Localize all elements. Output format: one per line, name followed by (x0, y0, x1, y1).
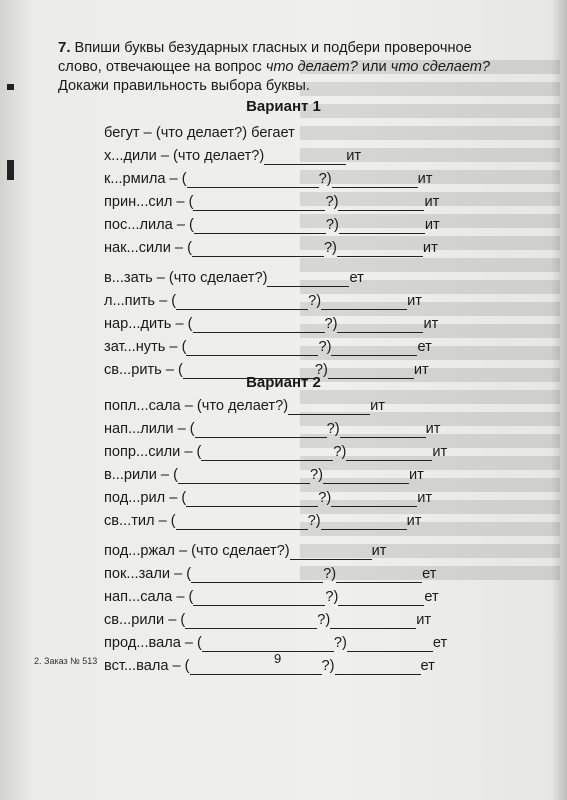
variant1-example: бегут – (что делает?) бегает (104, 125, 295, 141)
variant1-row (104, 170, 432, 188)
word-stem: под...рил – ( (104, 490, 187, 506)
answer-blank[interactable] (321, 295, 407, 310)
word-stem: л...пить – ( (104, 293, 177, 309)
question-blank[interactable] (192, 242, 324, 257)
variant2-row (104, 397, 385, 415)
answer-blank[interactable] (336, 568, 422, 583)
question-close: ?) (325, 217, 339, 233)
answer-blank[interactable] (338, 196, 424, 211)
task-number: 7. (58, 39, 71, 56)
verb-ending: ет (432, 635, 448, 651)
question-close: ?) (318, 171, 332, 187)
variant1-row (104, 216, 440, 234)
task-or: или (357, 59, 391, 75)
page-number: 9 (274, 651, 282, 666)
word-stem: в...зать – (что сделает?) (104, 270, 268, 286)
answer-blank[interactable] (346, 446, 432, 461)
answer-blank[interactable] (288, 400, 370, 415)
verb-ending: ит (423, 316, 439, 332)
answer-blank[interactable] (331, 492, 417, 507)
variant1-row (104, 338, 432, 356)
question-close: ?) (314, 362, 328, 378)
question-close: ?) (307, 513, 321, 529)
answer-blank[interactable] (330, 614, 416, 629)
answer-blank[interactable] (267, 272, 349, 287)
word-stem: нап...сала – ( (104, 589, 194, 605)
task-question-will: что сделает? (390, 59, 491, 75)
verb-ending: ит (371, 543, 387, 559)
word-stem: попр...сили – ( (104, 444, 202, 460)
binding-mark (7, 84, 14, 90)
variant2-row (104, 611, 431, 629)
verb-ending: ит (422, 240, 438, 256)
verb-ending: ит (416, 612, 432, 628)
answer-blank[interactable] (264, 150, 346, 165)
question-close: ?) (308, 293, 322, 309)
verb-ending: ит (413, 362, 429, 378)
question-blank[interactable] (202, 637, 334, 652)
verb-ending: ит (425, 421, 441, 437)
variant1-row (104, 193, 439, 211)
question-close: ?) (323, 240, 337, 256)
question-close: ?) (333, 635, 347, 651)
verb-ending: ет (424, 589, 439, 605)
question-blank[interactable] (193, 196, 325, 211)
task-instructions (58, 38, 518, 96)
word-stem: в...рили – ( (104, 467, 178, 483)
question-blank[interactable] (195, 423, 327, 438)
word-stem: св...тил – ( (104, 513, 176, 529)
question-close: ?) (325, 589, 339, 605)
word-stem: под...ржал – (что сделает?) (104, 543, 290, 559)
question-blank[interactable] (201, 446, 333, 461)
question-close: ?) (318, 339, 332, 355)
answer-blank[interactable] (331, 341, 417, 356)
question-close: ?) (325, 194, 339, 210)
variant2-row (104, 565, 436, 583)
question-blank[interactable] (186, 341, 318, 356)
question-blank[interactable] (186, 492, 318, 507)
question-blank[interactable] (185, 614, 317, 629)
variant2-title: Вариант 2 (246, 374, 321, 391)
verb-ending: ет (422, 566, 437, 582)
footer-order: 2. Заказ № 513 (34, 656, 98, 666)
question-blank[interactable] (190, 660, 322, 675)
variant1-row (104, 315, 438, 333)
question-close: ?) (323, 566, 337, 582)
variant2-row (104, 420, 441, 438)
verb-ending: ит (408, 467, 424, 483)
variant2-row (104, 542, 386, 560)
verb-ending: ит (424, 194, 440, 210)
word-stem: св...рили – ( (104, 612, 186, 628)
question-blank[interactable] (194, 219, 326, 234)
answer-blank[interactable] (290, 545, 372, 560)
variant2-row (104, 588, 439, 606)
question-close: ?) (324, 316, 338, 332)
answer-blank[interactable] (332, 173, 418, 188)
question-close: ?) (333, 444, 347, 460)
question-blank[interactable] (191, 568, 323, 583)
variant2-row (104, 466, 424, 484)
answer-blank[interactable] (335, 660, 421, 675)
task-question-makes: что делает? (265, 59, 358, 75)
word-stem: попл...сала – (что делает?) (104, 398, 289, 414)
answer-blank[interactable] (321, 515, 407, 530)
verb-ending: ит (417, 490, 433, 506)
task-text-2: Докажи правильность выбора буквы. (58, 78, 310, 94)
word-stem: нар...дить – ( (104, 316, 193, 332)
question-close: ?) (317, 612, 331, 628)
question-blank[interactable] (187, 173, 319, 188)
answer-blank[interactable] (340, 423, 426, 438)
variant1-row (104, 292, 422, 310)
answer-blank[interactable] (347, 637, 433, 652)
page-edge-shadow (551, 0, 567, 800)
question-close: ?) (318, 490, 332, 506)
variant1-row (104, 147, 361, 165)
verb-ending: ет (420, 658, 435, 674)
question-blank[interactable] (193, 591, 325, 606)
word-stem: прод...вала – ( (104, 635, 202, 651)
variant2-row (104, 512, 421, 530)
word-stem: нап...лили – ( (104, 421, 195, 437)
verb-ending: ит (370, 398, 385, 414)
variant1-row (104, 239, 438, 257)
question-close: ?) (321, 658, 335, 674)
word-stem: к...рмила – ( (104, 171, 187, 187)
word-stem: св...рить – ( (104, 362, 183, 378)
question-blank[interactable] (193, 318, 325, 333)
variant1-title: Вариант 1 (246, 98, 321, 115)
verb-ending: ет (417, 339, 432, 355)
question-blank[interactable] (176, 295, 308, 310)
verb-ending: ит (417, 171, 433, 187)
variant2-row (104, 443, 447, 461)
word-stem: прин...сил – ( (104, 194, 194, 210)
binding-mark (7, 160, 14, 180)
verb-ending: ит (432, 444, 448, 460)
answer-blank[interactable] (337, 318, 423, 333)
question-close: ?) (309, 467, 323, 483)
variant1-row (104, 269, 364, 287)
word-stem: х...дили – (что делает?) (104, 148, 265, 164)
answer-blank[interactable] (323, 469, 409, 484)
task-text-1: Впиши буквы безударных гласных и подбери проверочное слово, отвечающее на вопрос (58, 40, 472, 75)
answer-blank[interactable] (338, 591, 424, 606)
verb-ending: ит (346, 148, 362, 164)
verb-ending: ит (406, 513, 422, 529)
variant2-row (104, 489, 432, 507)
question-close: ?) (326, 421, 340, 437)
word-stem: вст...вала – ( (104, 658, 190, 674)
answer-blank[interactable] (339, 219, 425, 234)
word-stem: нак...сили – ( (104, 240, 192, 256)
variant2-row (104, 634, 447, 652)
verb-ending: ет (349, 270, 364, 286)
variant2-row (104, 657, 435, 675)
word-stem: пок...зали – ( (104, 566, 192, 582)
verb-ending: ит (407, 293, 422, 309)
question-blank[interactable] (178, 469, 310, 484)
answer-blank[interactable] (337, 242, 423, 257)
verb-ending: ит (424, 217, 440, 233)
word-stem: зат...нуть – ( (104, 339, 187, 355)
word-stem: пос...лила – ( (104, 217, 194, 233)
question-blank[interactable] (176, 515, 308, 530)
